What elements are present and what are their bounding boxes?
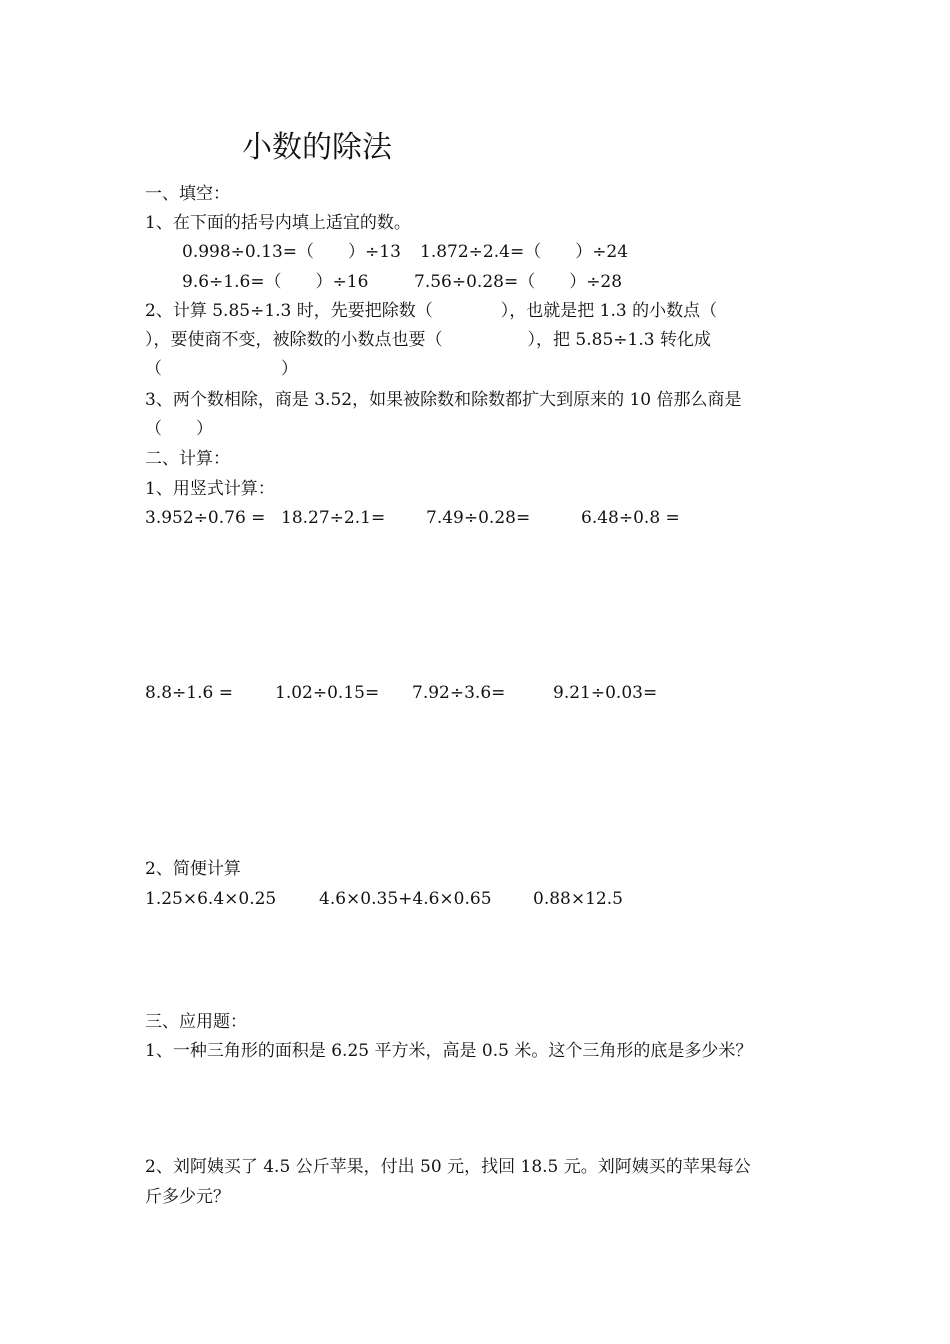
simple-calc-problem: 4.6×0.35+4.6×0.65 <box>319 889 492 909</box>
s1-q2-line1: 2、计算 5.85÷1.3 时，先要把除数（ ），也就是把 1.3 的小数点（ <box>145 301 718 321</box>
calc-problem: 7.92÷3.6= <box>412 683 506 703</box>
page-title: 小数的除法 <box>242 130 392 165</box>
s1-q1-item: 7.56÷0.28=（ ）÷28 <box>414 272 623 292</box>
s1-q3-line2: （ ） <box>145 419 213 439</box>
simple-calc-problem: 0.88×12.5 <box>533 889 623 909</box>
s1-q2-line3: （ ） <box>145 359 298 379</box>
s1-q1-item: 1.872÷2.4=（ ）÷24 <box>420 242 629 262</box>
calc-problem: 8.8÷1.6 = <box>145 683 233 703</box>
simple-calc-problem: 1.25×6.4×0.25 <box>145 889 277 909</box>
s3-q2-line2: 斤多少元？ <box>145 1187 230 1207</box>
section1-heading: 一、填空： <box>145 184 230 204</box>
calc-problem: 18.27÷2.1= <box>281 508 386 528</box>
calc-problem: 9.21÷0.03= <box>553 683 658 703</box>
section2-heading: 二、计算： <box>145 449 230 469</box>
calc-problem: 7.49÷0.28= <box>426 508 531 528</box>
s1-q1-item: 0.998÷0.13=（ ）÷13 <box>182 242 401 262</box>
s2-q1-text: 1、用竖式计算： <box>145 479 275 499</box>
s3-q2-line1: 2、刘阿姨买了 4.5 公斤苹果，付出 50 元，找回 18.5 元。刘阿姨买的苹果每公 <box>145 1157 751 1177</box>
calc-problem: 3.952÷0.76 = <box>145 508 266 528</box>
s1-q1-item: 9.6÷1.6=（ ）÷16 <box>182 272 369 292</box>
s1-q2-line2: ），要使商不变，被除数的小数点也要（ ），把 5.85÷1.3 转化成 <box>145 330 711 350</box>
s1-q3-line1: 3、两个数相除，商是 3.52，如果被除数和除数都扩大到原来的 10 倍那么商是 <box>145 390 742 410</box>
s2-q2-text: 2、简便计算 <box>145 859 241 879</box>
calc-problem: 1.02÷0.15= <box>275 683 380 703</box>
calc-problem: 6.48÷0.8 = <box>581 508 680 528</box>
s3-q1-text: 1、一种三角形的面积是 6.25 平方米，高是 0.5 米。这个三角形的底是多少米？ <box>145 1041 753 1061</box>
section3-heading: 三、应用题： <box>145 1012 247 1032</box>
s1-q1-text: 1、在下面的括号内填上适宜的数。 <box>145 213 411 233</box>
